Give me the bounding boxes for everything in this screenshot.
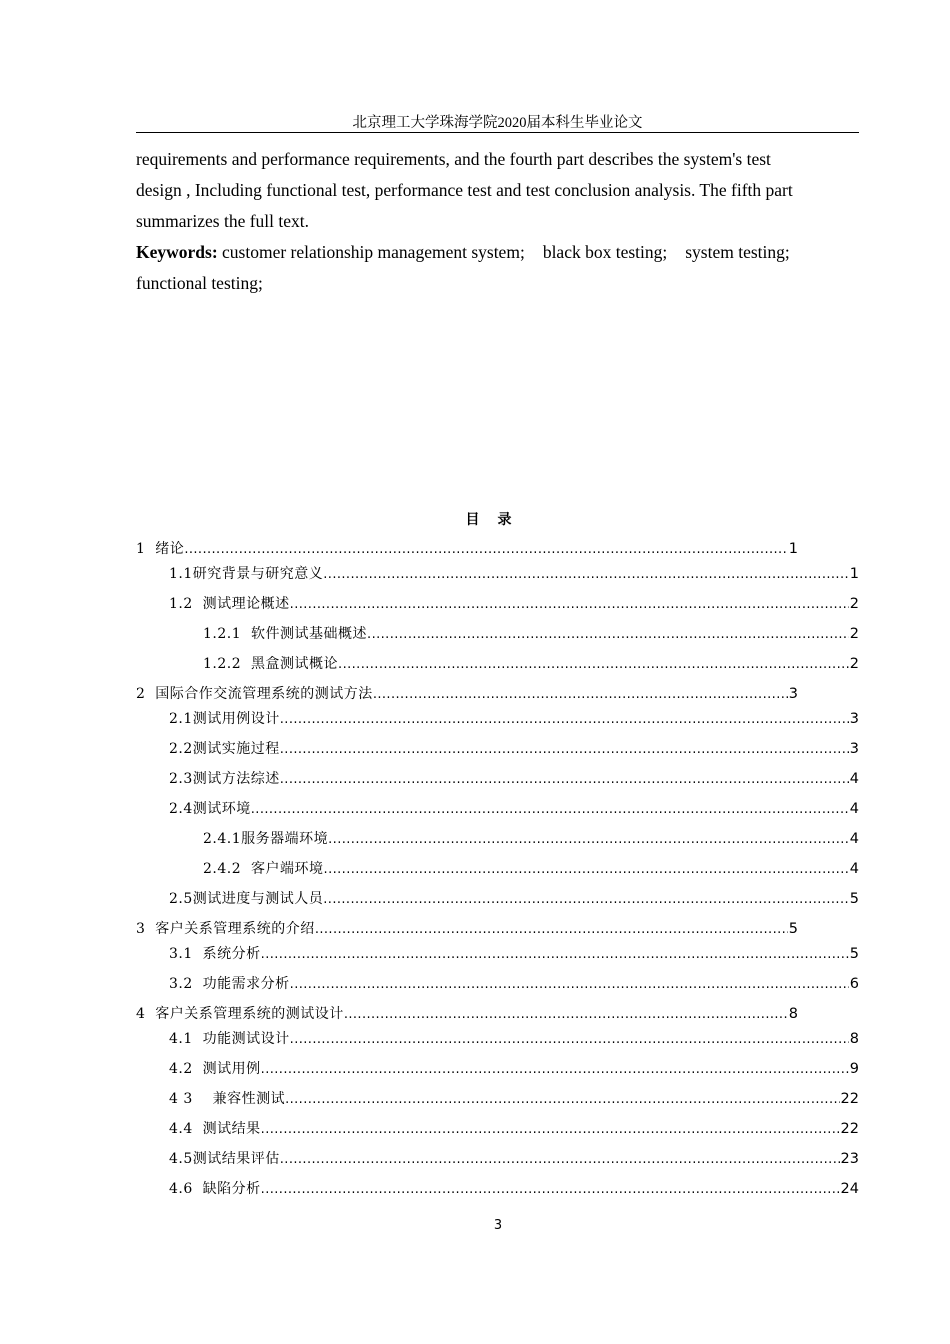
toc-entry[interactable] <box>169 1148 859 1170</box>
toc-entry-page: 3 <box>849 711 859 727</box>
toc-entry[interactable] <box>169 943 859 965</box>
keywords-line-continued: functional testing; <box>136 273 263 293</box>
toc-entry-page: 5 <box>849 946 859 962</box>
toc-entry[interactable] <box>203 858 859 880</box>
toc-entry[interactable] <box>169 1058 859 1080</box>
keywords-line <box>136 237 866 268</box>
toc-dot-leader <box>251 799 849 821</box>
toc-entry-page: 2 <box>849 626 859 642</box>
toc-dot-leader <box>367 624 849 646</box>
toc-entry-label: 2 国际合作交流管理系统的测试方法 <box>136 686 373 702</box>
page-number: 3 <box>493 1218 503 1233</box>
toc-entry-label: 2.4.2 客户端环境 <box>203 861 324 877</box>
toc-entry[interactable] <box>169 593 859 615</box>
toc-dot-leader <box>344 1004 788 1026</box>
toc-dot-leader <box>373 684 788 706</box>
toc-entry-page: 2 <box>849 596 859 612</box>
toc-entry[interactable] <box>203 623 859 645</box>
toc-entry-label: 4.6 缺陷分析 <box>169 1181 261 1197</box>
toc-title: 目录 <box>465 512 530 528</box>
abstract-section <box>136 144 866 299</box>
toc-entry-page: 4 <box>849 831 859 847</box>
toc-entry[interactable] <box>169 1028 859 1050</box>
toc-entry-page: 2 <box>849 656 859 672</box>
toc-entry[interactable] <box>169 973 859 995</box>
toc-dot-leader <box>338 654 849 676</box>
toc-dot-leader <box>290 974 849 996</box>
toc-entry-label: 2.4测试环境 <box>169 801 251 817</box>
toc-entry[interactable] <box>136 683 798 705</box>
toc-entry[interactable] <box>136 538 798 560</box>
toc-entry[interactable] <box>136 1003 798 1025</box>
keywords-label: Keywords: <box>136 242 218 262</box>
toc-dot-leader <box>290 1029 849 1051</box>
toc-entry[interactable] <box>136 918 798 940</box>
toc-dot-leader <box>323 564 849 586</box>
toc-entry-page: 4 <box>849 801 859 817</box>
toc-dot-leader <box>280 769 849 791</box>
toc-entry-label: 1 绪论 <box>136 541 185 557</box>
toc-entry-label: 3 客户关系管理系统的介绍 <box>136 921 315 937</box>
toc-entry-label: 1.2.2 黑盒测试概论 <box>203 656 339 672</box>
header-rule <box>136 132 859 133</box>
toc-dot-leader <box>261 944 849 966</box>
toc-dot-leader <box>324 859 849 881</box>
toc-entry-page: 8 <box>849 1031 859 1047</box>
toc-entry-label: 3.1 系统分析 <box>169 946 261 962</box>
toc-entry-page: 22 <box>840 1121 859 1137</box>
toc-entry[interactable] <box>169 1088 859 1110</box>
keyword: black box testing; <box>542 242 668 262</box>
toc-entry[interactable] <box>203 653 859 675</box>
toc-entry-page: 3 <box>788 686 798 702</box>
toc-dot-leader <box>261 1119 840 1141</box>
toc-entry-label: 2.5测试进度与测试人员 <box>169 891 324 907</box>
abstract-line: design , Including functional test, performance test and test conclusion analysis. The fifth part <box>136 180 793 200</box>
toc-entry-page: 1 <box>849 566 859 582</box>
keyword: customer relationship management system; <box>222 242 525 262</box>
toc-entry-page: 4 <box>849 861 859 877</box>
toc-entry-page: 23 <box>840 1151 859 1167</box>
toc-entry-label: 2.2测试实施过程 <box>169 741 280 757</box>
toc-dot-leader <box>261 1059 849 1081</box>
toc-entry-page: 5 <box>788 921 798 937</box>
toc-entry-page: 3 <box>849 741 859 757</box>
toc-dot-leader <box>184 539 787 561</box>
toc-entry-page: 1 <box>788 541 798 557</box>
toc-dot-leader <box>315 919 788 941</box>
toc-dot-leader <box>323 889 849 911</box>
abstract-line: summarizes the full text. <box>136 211 310 231</box>
toc-entry-label: 4.5测试结果评估 <box>169 1151 280 1167</box>
toc-entry-label: 3.2 功能需求分析 <box>169 976 290 992</box>
toc-entry-page: 5 <box>849 891 859 907</box>
toc-entry-label: 1.2 测试理论概述 <box>169 596 290 612</box>
toc-entry-label: 4 3 兼容性测试 <box>169 1091 286 1107</box>
toc-dot-leader <box>328 829 849 851</box>
toc-entry-label: 4 客户关系管理系统的测试设计 <box>136 1006 344 1022</box>
keyword: system testing; <box>685 242 790 262</box>
toc-entry-label: 4.4 测试结果 <box>169 1121 261 1137</box>
toc-entry-page: 4 <box>849 771 859 787</box>
toc-entry[interactable] <box>169 708 859 730</box>
toc-entry[interactable] <box>169 563 859 585</box>
toc-dot-leader <box>261 1179 840 1201</box>
toc-dot-leader <box>290 594 849 616</box>
toc-entry-label: 2.3测试方法综述 <box>169 771 280 787</box>
toc-entry[interactable] <box>169 888 859 910</box>
toc-entry-page: 6 <box>849 976 859 992</box>
toc-entry[interactable] <box>169 1178 859 1200</box>
toc-entry[interactable] <box>169 798 859 820</box>
toc-entry-label: 2.1测试用例设计 <box>169 711 280 727</box>
toc-entry[interactable] <box>203 828 859 850</box>
toc-dot-leader <box>280 709 849 731</box>
toc-dot-leader <box>280 739 849 761</box>
toc-entry-page: 22 <box>840 1091 859 1107</box>
toc-entry-page: 9 <box>849 1061 859 1077</box>
toc-entry[interactable] <box>169 768 859 790</box>
toc-entry-page: 24 <box>840 1181 859 1197</box>
running-header: 北京理工大学珠海学院2020届本科生毕业论文 <box>352 115 643 131</box>
toc-dot-leader <box>280 1149 840 1171</box>
toc-entry-label: 1.1研究背景与研究意义 <box>169 566 324 582</box>
toc-entry-label: 4.1 功能测试设计 <box>169 1031 290 1047</box>
toc-entry-label: 4.2 测试用例 <box>169 1061 261 1077</box>
toc-entry[interactable] <box>169 738 859 760</box>
abstract-line: requirements and performance requirements, and the fourth part describes the system's test <box>136 149 771 169</box>
toc-entry[interactable] <box>169 1118 859 1140</box>
toc-entry-label: 2.4.1服务器端环境 <box>203 831 329 847</box>
toc-dot-leader <box>285 1089 839 1111</box>
toc-entry-label: 1.2.1 软件测试基础概述 <box>203 626 368 642</box>
toc-entry-page: 8 <box>788 1006 798 1022</box>
